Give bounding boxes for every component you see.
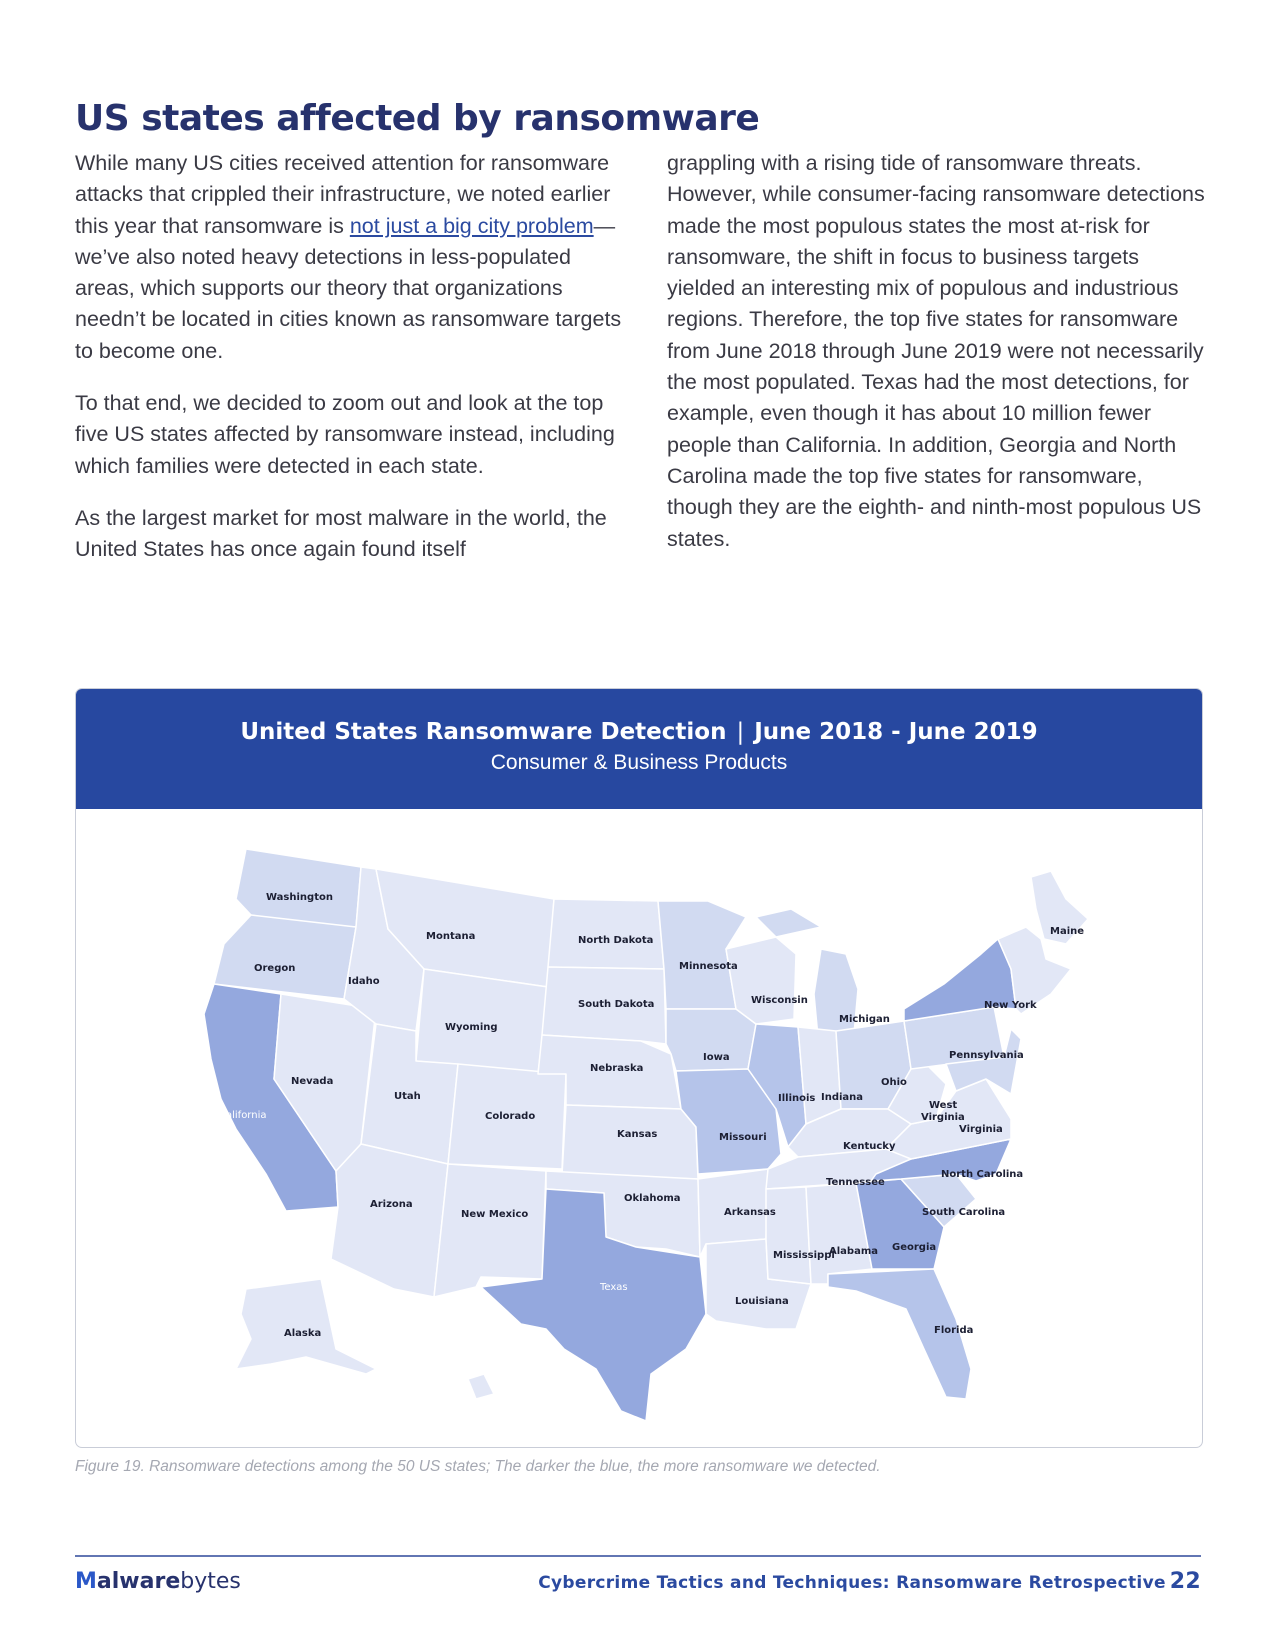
label-north-dakota: North Dakota xyxy=(578,935,654,946)
figure-caption: Figure 19. Ransomware detections among the 50 US states; The darker the blue, the more ransomware we detected. xyxy=(75,1458,881,1475)
label-illinois: Illinois xyxy=(778,1093,816,1104)
logo-text-second: bytes xyxy=(180,1569,241,1594)
label-texas: Texas xyxy=(600,1282,628,1293)
paragraph-2: To that end, we decided to zoom out and look at the top five US states affected by ransomware instead, including which families were detected in each state. xyxy=(75,391,615,478)
us-map xyxy=(76,809,1202,1447)
label-mississippi: Mississippi xyxy=(773,1250,835,1261)
state-north-dakota xyxy=(548,899,664,969)
label-arkansas: Arkansas xyxy=(724,1207,776,1218)
state-arizona xyxy=(331,1144,448,1297)
label-virginia: Virginia xyxy=(959,1124,1003,1135)
label-colorado: Colorado xyxy=(485,1111,536,1122)
label-ohio: Ohio xyxy=(881,1077,907,1088)
label-arizona: Arizona xyxy=(370,1199,413,1210)
label-california: California xyxy=(219,1110,267,1121)
paragraph-4: grappling with a rising tide of ransomware threats. However, while consumer-facing ransomware detections made the most populous states the most at-risk for ransomware, the shift in focus to business targets yielded an interesting mix of populous and industrious regions. Therefore, the top five states for ransomware from June 2018 through June 2019 were not necessarily the most populated. Texas had the most detections, for example, even though it has about 10 million fewer people than California. In addition, Georgia and North Carolina made the top five states for ransomware, though they are the eighth- and ninth-most populous US states. xyxy=(667,151,1205,551)
label-indiana: Indiana xyxy=(821,1092,864,1103)
label-west-virginia-line-2: Virginia xyxy=(921,1112,965,1123)
ransomware-map-card xyxy=(75,688,1203,1448)
paragraph-3: As the largest market for most malware in the world, the United States has once again found itself xyxy=(75,505,607,562)
logo-text-first: alware xyxy=(96,1569,181,1594)
label-new-york: New York xyxy=(984,1000,1037,1011)
page-title: US states affected by ransomware xyxy=(75,98,760,139)
label-louisiana: Louisiana xyxy=(735,1296,789,1307)
label-montana: Montana xyxy=(426,931,476,942)
state-alaska xyxy=(236,1279,376,1374)
map-header xyxy=(76,689,1202,809)
malwarebytes-logo xyxy=(75,1569,241,1594)
label-oregon: Oregon xyxy=(254,963,296,974)
label-florida: Florida xyxy=(934,1325,974,1336)
label-michigan: Michigan xyxy=(839,1014,890,1025)
map-title-main: United States Ransomware Detection xyxy=(240,719,727,745)
label-alabama: Alabama xyxy=(829,1246,878,1257)
label-kentucky: Kentucky xyxy=(843,1141,896,1152)
label-nevada: Nevada xyxy=(291,1076,334,1087)
paragraph-1 xyxy=(75,148,635,367)
label-missouri: Missouri xyxy=(719,1132,767,1143)
label-alaska: Alaska xyxy=(284,1328,322,1339)
state-kansas xyxy=(562,1105,698,1179)
right-column xyxy=(667,148,1207,576)
label-south-carolina: South Carolina xyxy=(922,1207,1006,1218)
label-kansas: Kansas xyxy=(617,1129,658,1140)
label-washington: Washington xyxy=(266,892,333,903)
state-mississippi xyxy=(766,1187,811,1284)
page-number: 22 xyxy=(1169,1569,1201,1594)
label-nebraska: Nebraska xyxy=(590,1063,644,1074)
label-new-mexico: New Mexico xyxy=(461,1209,529,1220)
state-new-mexico xyxy=(434,1164,546,1297)
label-oklahoma: Oklahoma xyxy=(624,1193,681,1204)
label-iowa: Iowa xyxy=(703,1052,730,1063)
map-subtitle: Consumer & Business Products xyxy=(490,751,788,774)
document-title: Cybercrime Tactics and Techniques: Ransomware Retrospective xyxy=(538,1573,1166,1593)
label-west-virginia-line-1: West xyxy=(929,1100,958,1111)
state-oregon xyxy=(214,915,356,999)
label-idaho: Idaho xyxy=(348,976,380,987)
state-indiana xyxy=(798,1027,841,1124)
paragraph-1-start: While many US cities received attention for ransomware attacks that crippled their infrastructure, we noted earlier this year that ransomware is xyxy=(75,151,611,238)
paragraph-1-end: —we’ve also noted heavy detections in less-populated areas, which supports our theory that organizations needn’t be located in cities known as ransomware targets to become one. xyxy=(75,213,622,363)
label-maine: Maine xyxy=(1050,926,1085,937)
footer-document-title xyxy=(538,1569,1201,1594)
label-tennessee: Tennessee xyxy=(826,1177,885,1188)
label-pennsylvania: Pennsylvania xyxy=(949,1050,1024,1061)
label-utah: Utah xyxy=(394,1091,421,1102)
footer-divider xyxy=(75,1555,1201,1557)
label-south-dakota: South Dakota xyxy=(578,999,655,1010)
state-hawaii xyxy=(468,1374,494,1399)
label-north-carolina: North Carolina xyxy=(941,1169,1024,1180)
state-michigan-upper xyxy=(756,909,821,937)
big-city-problem-link[interactable]: not just a big city problem xyxy=(349,213,594,238)
map-title xyxy=(76,689,1202,745)
logo-m-icon: M xyxy=(75,1569,97,1594)
label-wyoming: Wyoming xyxy=(445,1022,498,1033)
label-minnesota: Minnesota xyxy=(679,961,738,972)
label-wisconsin: Wisconsin xyxy=(751,995,808,1006)
label-georgia: Georgia xyxy=(892,1242,937,1253)
map-title-separator: | xyxy=(736,719,745,745)
left-column xyxy=(75,148,635,587)
map-title-range: June 2018 - June 2019 xyxy=(754,719,1038,745)
